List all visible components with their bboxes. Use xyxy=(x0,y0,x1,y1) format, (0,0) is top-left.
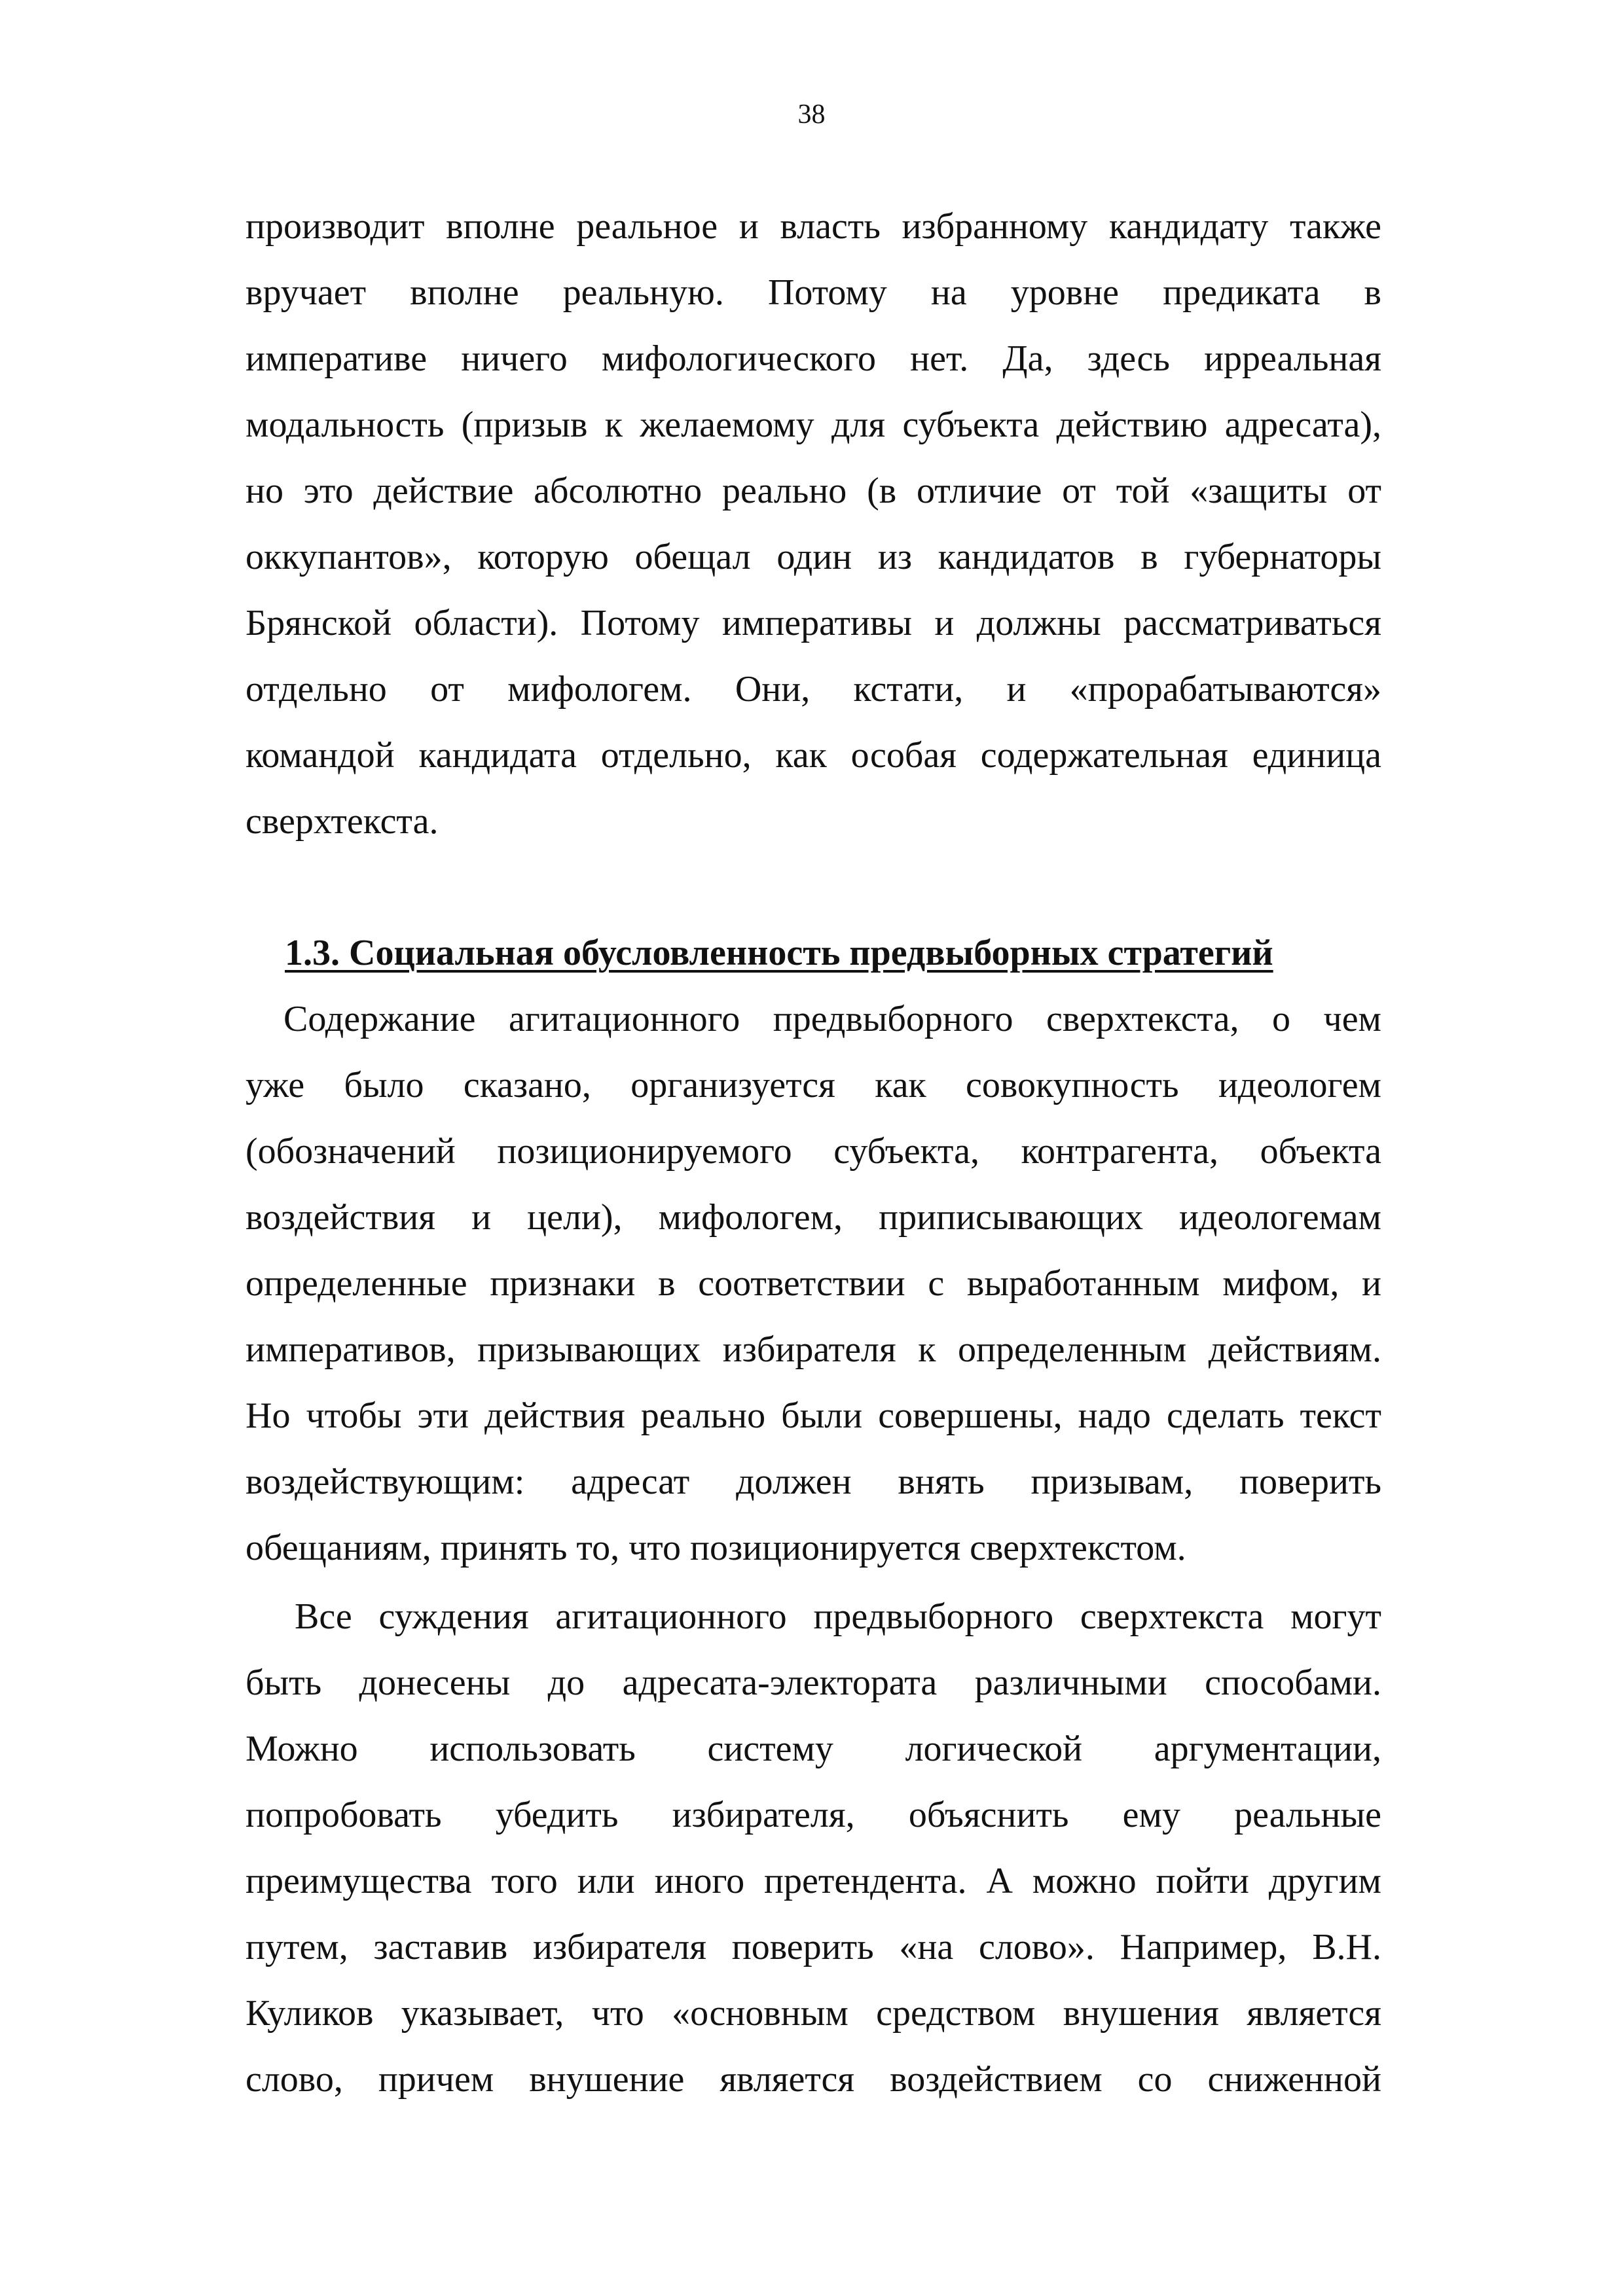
paragraph-1 xyxy=(246,194,1381,855)
paragraph-3-line-2: быть донесены до адресата-электората различными способами. xyxy=(246,1662,1381,1703)
paragraph-1-line-3: императиве ничего мифологического нет. Да, здесь ирреальная xyxy=(246,338,1381,379)
paragraph-1-line-1: производит вполне реальное и власть избранному кандидату также xyxy=(246,206,1381,247)
paragraph-1-line-4: модальность (призыв к желаемому для субъекта действию адресата), xyxy=(246,404,1381,445)
paragraph-2-line-7: Но чтобы эти действия реально были совершены, надо сделать текст xyxy=(246,1395,1381,1436)
paragraph-2-line-9: обещаниям, принять то, что позиционируется сверхтекстом. xyxy=(246,1528,1186,1568)
paragraph-3-line-1: Все суждения агитационного предвыборного сверхтекста могут xyxy=(295,1596,1381,1637)
paragraph-1-line-5: но это действие абсолютно реально (в отличие от той «защиты от xyxy=(246,471,1381,511)
paragraph-2-line-6: императивов, призывающих избирателя к определенным действиям. xyxy=(246,1329,1381,1370)
paragraph-2-line-5: определенные признаки в соответствии с выработанным мифом, и xyxy=(246,1263,1381,1304)
paragraph-3-line-7: Куликов указывает, что «основным средством внушения является xyxy=(246,1993,1381,2034)
paragraph-2-line-3: (обозначений позиционируемого субъекта, контрагента, объекта xyxy=(246,1131,1381,1172)
page-number: 38 xyxy=(797,99,826,130)
paragraph-3-line-5: преимущества того или иного претендента. А можно пойти другим xyxy=(246,1861,1381,1901)
paragraph-2-line-4: воздействия и цели), мифологем, приписывающих идеологемам xyxy=(246,1197,1381,1238)
paragraph-2-line-2: уже было сказано, организуется как совокупность идеологем xyxy=(246,1065,1381,1105)
paragraph-1-line-2: вручает вполне реальную. Потому на уровне предиката в xyxy=(246,272,1381,313)
paragraph-2-line-1: Содержание агитационного предвыборного сверхтекста, о чем xyxy=(283,999,1381,1039)
paragraph-2 xyxy=(246,986,1381,1581)
paragraph-1-line-7: Брянской области). Потому императивы и должны рассматриваться xyxy=(246,603,1381,643)
paragraph-3-line-8: слово, причем внушение является воздействием со сниженной xyxy=(246,2059,1381,2100)
paragraph-1-line-8: отдельно от мифологем. Они, кстати, и «прорабатываются» xyxy=(246,669,1381,709)
paragraph-1-line-9: командой кандидата отдельно, как особая содержательная единица xyxy=(246,735,1381,776)
paragraph-1-line-6: оккупантов», которую обещал один из кандидатов в губернаторы xyxy=(246,537,1381,577)
section-heading: 1.3. Социальная обусловленность предвыборных стратегий xyxy=(285,933,1273,973)
paragraph-3-line-4: попробовать убедить избирателя, объяснить ему реальные xyxy=(246,1795,1381,1835)
paragraph-1-line-10: сверхтекста. xyxy=(246,801,439,842)
paragraph-3 xyxy=(246,1584,1381,2113)
paragraph-3-line-3: Можно использовать систему логической аргументации, xyxy=(246,1729,1381,1769)
paragraph-3-line-6: путем, заставив избирателя поверить «на слово». Например, В.Н. xyxy=(246,1927,1381,1967)
paragraph-2-line-8: воздействующим: адресат должен внять призывам, поверить xyxy=(246,1462,1381,1502)
